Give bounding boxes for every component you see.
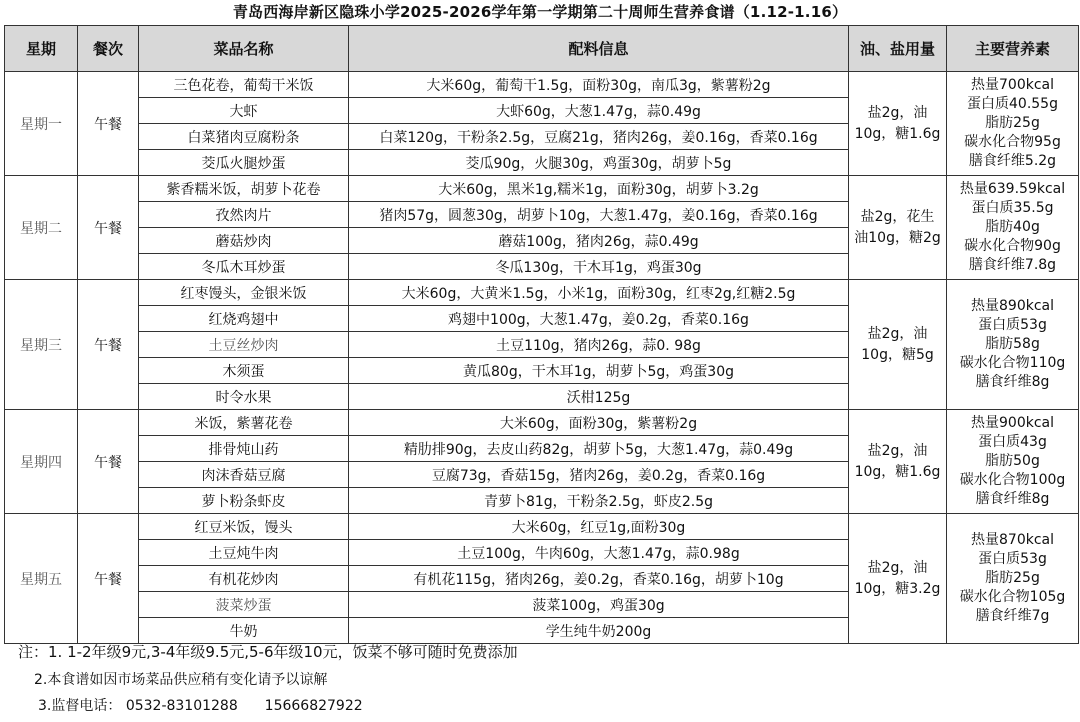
ingredients-cell: 菠菜100g，鸡蛋30g — [349, 592, 849, 618]
ingredients-cell: 土豆100g，牛肉60g，大葱1.47g，蒜0.98g — [349, 540, 849, 566]
table-row — [5, 514, 1079, 540]
dish-name-cell: 冬瓜木耳炒蛋 — [139, 254, 349, 280]
day-cell: 星期五 — [5, 514, 78, 644]
table-row — [5, 410, 1079, 436]
meal-cell: 午餐 — [78, 514, 139, 644]
ingredients-cell: 土豆110g，猪肉26g，蒜0. 98g — [349, 332, 849, 358]
oil-salt-line: 油10g，糖2g — [854, 229, 941, 246]
nutrition-line: 热量890kcal — [971, 298, 1054, 314]
nutrition-line: 膳食纤维8g — [975, 374, 1050, 390]
nutrition-cell — [947, 176, 1079, 280]
hotline-label: 3.监督电话： — [38, 698, 122, 714]
nutrition-line: 蛋白质43g — [978, 434, 1047, 450]
dish-name-cell: 肉沫香菇豆腐 — [139, 462, 349, 488]
dish-name-cell: 红烧鸡翅中 — [139, 306, 349, 332]
nutrition-cell — [947, 410, 1079, 514]
oil-salt-line: 盐2g，油 — [867, 104, 928, 121]
nutrition-line: 碳水化合物105g — [959, 589, 1066, 605]
oil-salt-line: 10g，糖3.2g — [854, 580, 941, 597]
ingredients-cell: 豆腐73g，香菇15g，猪肉26g，姜0.2g，香菜0.16g — [349, 462, 849, 488]
nutrition-line: 脂肪25g — [985, 115, 1040, 131]
page-title: 青岛西海岸新区隐珠小学2025-2026学年第一学期第二十周师生营养食谱（1.12-1.16） — [232, 3, 848, 21]
header-meal: 餐次 — [78, 26, 139, 72]
day-cell: 星期三 — [5, 280, 78, 410]
nutrition-line: 蛋白质53g — [978, 317, 1047, 333]
note-supply: 2.本食谱如因市场菜品供应稍有变化请予以谅解 — [34, 672, 328, 688]
nutrition-line: 膳食纤维5.2g — [968, 153, 1057, 169]
ingredients-cell: 白菜120g，干粉条2.5g，豆腐21g，猪肉26g，姜0.16g，香菜0.16g — [349, 124, 849, 150]
ingredients-cell: 茭瓜90g，火腿30g，鸡蛋30g，胡萝卜5g — [349, 150, 849, 176]
day-cell: 星期一 — [5, 72, 78, 176]
oil-salt-cell — [849, 72, 947, 176]
ingredients-cell: 大米60g，面粉30g，紫薯粉2g — [349, 410, 849, 436]
dish-name-cell: 有机花炒肉 — [139, 566, 349, 592]
note-hotline — [38, 695, 363, 715]
nutrition-line: 蛋白质40.55g — [967, 96, 1058, 112]
dish-name-cell: 红枣馒头，金银米饭 — [139, 280, 349, 306]
note-price: 注：1. 1-2年级9元,3-4年级9.5元,5-6年级10元，饭菜不够可随时免费添加 — [18, 643, 518, 661]
dish-name-cell: 蘑菇炒肉 — [139, 228, 349, 254]
nutrition-line: 碳水化合物100g — [959, 472, 1066, 488]
nutrition-line: 热量900kcal — [971, 415, 1054, 431]
header-dish: 菜品名称 — [139, 26, 349, 72]
hotline-phone-2: 15666827922 — [264, 698, 363, 714]
nutrition-line: 脂肪25g — [985, 570, 1040, 586]
oil-salt-line: 盐2g，油 — [867, 559, 928, 576]
menu-body — [5, 72, 1079, 644]
meal-cell: 午餐 — [78, 280, 139, 410]
ingredients-cell: 学生纯牛奶200g — [349, 618, 849, 644]
day-cell: 星期二 — [5, 176, 78, 280]
dish-name-cell: 大虾 — [139, 98, 349, 124]
header-nutrition: 主要营养素 — [947, 26, 1079, 72]
notes — [4, 637, 1078, 722]
oil-salt-cell — [849, 280, 947, 410]
oil-salt-line: 10g，糖1.6g — [854, 125, 941, 142]
dish-name-cell: 三色花卷，葡萄干米饭 — [139, 72, 349, 98]
ingredients-cell: 猪肉57g，圆葱30g，胡萝卜10g，大葱1.47g，姜0.16g，香菜0.16g — [349, 202, 849, 228]
ingredients-cell: 蘑菇100g，猪肉26g，蒜0.49g — [349, 228, 849, 254]
header-row — [5, 26, 1079, 72]
ingredients-cell: 黄瓜80g，干木耳1g，胡萝卜5g，鸡蛋30g — [349, 358, 849, 384]
nutrition-line: 脂肪58g — [985, 336, 1040, 352]
meal-cell: 午餐 — [78, 176, 139, 280]
ingredients-cell: 沃柑125g — [349, 384, 849, 410]
table-row — [5, 72, 1079, 98]
dish-name-cell: 排骨炖山药 — [139, 436, 349, 462]
dish-name-cell: 米饭，紫薯花卷 — [139, 410, 349, 436]
dish-name-cell: 茭瓜火腿炒蛋 — [139, 150, 349, 176]
dish-name-cell: 白菜猪肉豆腐粉条 — [139, 124, 349, 150]
ingredients-cell: 冬瓜130g，干木耳1g，鸡蛋30g — [349, 254, 849, 280]
dish-name-cell: 孜然肉片 — [139, 202, 349, 228]
header-day: 星期 — [5, 26, 78, 72]
nutrition-line: 碳水化合物110g — [959, 355, 1066, 371]
dish-name-cell: 时令水果 — [139, 384, 349, 410]
ingredients-cell: 大米60g，葡萄干1.5g，面粉30g，南瓜3g，紫薯粉2g — [349, 72, 849, 98]
dish-name-cell: 木须蛋 — [139, 358, 349, 384]
oil-salt-cell — [849, 410, 947, 514]
ingredients-cell: 鸡翅中100g，大葱1.47g，姜0.2g，香菜0.16g — [349, 306, 849, 332]
nutrition-line: 蛋白质53g — [978, 551, 1047, 567]
nutrition-line: 碳水化合物90g — [964, 238, 1061, 254]
dish-name-cell: 紫香糯米饭，胡萝卜花卷 — [139, 176, 349, 202]
hotline-phone-1: 0532-83101288 — [125, 698, 238, 714]
oil-salt-line: 盐2g，油 — [867, 442, 928, 459]
nutrition-cell — [947, 514, 1079, 644]
nutrition-line: 热量870kcal — [971, 532, 1054, 548]
ingredients-cell: 青萝卜81g，干粉条2.5g，虾皮2.5g — [349, 488, 849, 514]
ingredients-cell: 大米60g，大黄米1.5g，小米1g，面粉30g，红枣2g,红糖2.5g — [349, 280, 849, 306]
oil-salt-line: 盐2g，油 — [867, 325, 928, 342]
nutrition-line: 膳食纤维7.8g — [968, 257, 1057, 273]
dish-name-cell: 菠菜炒蛋 — [139, 592, 349, 618]
table-row — [5, 176, 1079, 202]
ingredients-cell: 大米60g，黑米1g,糯米1g，面粉30g，胡萝卜3.2g — [349, 176, 849, 202]
nutrition-line: 脂肪40g — [985, 219, 1040, 235]
meal-cell: 午餐 — [78, 72, 139, 176]
dish-name-cell: 土豆炖牛肉 — [139, 540, 349, 566]
nutrition-cell — [947, 72, 1079, 176]
meal-cell: 午餐 — [78, 410, 139, 514]
oil-salt-line: 盐2g，花生 — [860, 208, 935, 225]
header-oil-salt: 油、盐用量 — [849, 26, 947, 72]
table-row — [5, 280, 1079, 306]
dish-name-cell: 红豆米饭，馒头 — [139, 514, 349, 540]
nutrition-line: 膳食纤维7g — [975, 608, 1050, 624]
oil-salt-cell — [849, 514, 947, 644]
nutrition-cell — [947, 280, 1079, 410]
oil-salt-line: 10g，糖5g — [861, 346, 934, 363]
dish-name-cell: 土豆丝炒肉 — [139, 332, 349, 358]
day-cell: 星期四 — [5, 410, 78, 514]
nutrition-line: 脂肪50g — [985, 453, 1040, 469]
menu-table — [4, 25, 1079, 644]
nutrition-line: 蛋白质35.5g — [971, 200, 1054, 216]
ingredients-cell: 精肋排90g，去皮山药82g，胡萝卜5g，大葱1.47g，蒜0.49g — [349, 436, 849, 462]
ingredients-cell: 大米60g，红豆1g,面粉30g — [349, 514, 849, 540]
dish-name-cell: 萝卜粉条虾皮 — [139, 488, 349, 514]
nutrition-line: 膳食纤维8g — [975, 491, 1050, 507]
ingredients-cell: 有机花115g，猪肉26g，姜0.2g，香菜0.16g，胡萝卜10g — [349, 566, 849, 592]
nutrition-line: 碳水化合物95g — [964, 134, 1061, 150]
header-ingredients: 配料信息 — [349, 26, 849, 72]
oil-salt-cell — [849, 176, 947, 280]
oil-salt-line: 10g，糖1.6g — [854, 463, 941, 480]
nutrition-line: 热量639.59kcal — [959, 181, 1066, 197]
ingredients-cell: 大虾60g，大葱1.47g，蒜0.49g — [349, 98, 849, 124]
dish-name-cell: 牛奶 — [139, 618, 349, 644]
nutrition-line: 热量700kcal — [971, 77, 1054, 93]
